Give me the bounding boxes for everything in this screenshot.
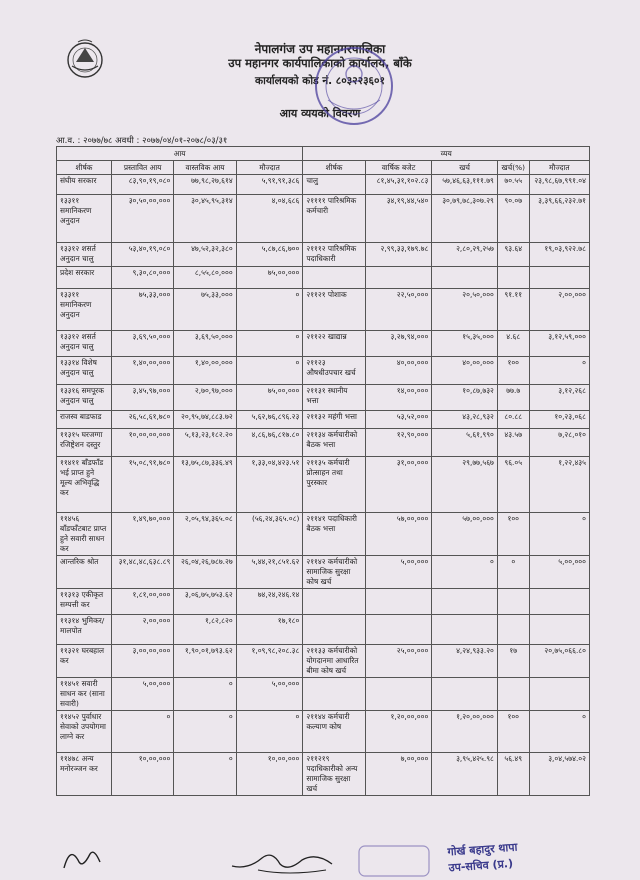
- expense-title-cell: २११४२ कर्मचारीको सामाजिक सुरक्षा कोष खर्च: [303, 556, 365, 589]
- expense-title-cell: [303, 678, 365, 711]
- income-value-cell: ५,४४,२१,८५१.६२: [236, 556, 303, 589]
- income-value-cell: ०: [174, 678, 236, 711]
- col-header: शीर्षक: [57, 161, 112, 175]
- table-row: [57, 267, 590, 289]
- income-value-cell: ७५,३३,०००: [174, 289, 236, 331]
- expense-value-cell: ३०,७९,७८,३०७.२९: [432, 195, 498, 243]
- income-value-cell: १०,००,०००: [111, 753, 173, 796]
- expense-value-cell: ०: [529, 711, 589, 753]
- income-value-cell: (५६,२४,३६५.०८): [236, 513, 303, 556]
- table-row: [57, 429, 590, 457]
- income-value-cell: २०,९५,७४,८८३.७२: [174, 411, 236, 429]
- income-value-cell: ५,००,०००: [111, 678, 173, 711]
- expense-value-cell: ८०.८८: [497, 411, 529, 429]
- expense-value-cell: ५७,४६,६३,१११.७९: [432, 175, 498, 195]
- expense-value-cell: ८१,४५,३१,१०२.८३: [365, 175, 432, 195]
- office-code: कार्यालयको कोड नं. ८०३२२३६०१: [255, 75, 385, 87]
- table-row: [57, 556, 590, 589]
- income-value-cell: ५,१३,२३,१८२.२०: [174, 429, 236, 457]
- expense-value-cell: [432, 267, 498, 289]
- expense-value-cell: २२,५०,०००: [365, 289, 432, 331]
- income-value-cell: १,३३,०४,४२३.५१: [236, 457, 303, 513]
- income-value-cell: १,४०,००,०००: [174, 357, 236, 385]
- income-title-cell: प्रदेश सरकार: [57, 267, 112, 289]
- table-row: [57, 589, 590, 615]
- expense-value-cell: [365, 589, 432, 615]
- expense-section-title: व्यय: [303, 147, 590, 161]
- expense-value-cell: ७,००,०००: [365, 753, 432, 796]
- table-row: [57, 195, 590, 243]
- expense-value-cell: २०,७५,०६६.८०: [529, 645, 589, 678]
- income-title-cell: आन्तरिक श्रोत: [57, 556, 112, 589]
- expense-title-cell: २११३१ स्थानीय भत्ता: [303, 385, 365, 411]
- expense-value-cell: ५६.४९: [497, 753, 529, 796]
- signature-left: [56, 840, 126, 880]
- signature-middle: [228, 840, 338, 880]
- income-title-cell: राजस्व बाडफाड: [57, 411, 112, 429]
- expense-value-cell: २९,७७,५६७: [432, 457, 498, 513]
- table-row: [57, 243, 590, 267]
- income-title-cell: १३३११ समानिकरण अनुदान: [57, 195, 112, 243]
- col-header: मौज्दात: [236, 161, 303, 175]
- expense-value-cell: ९३.६४: [497, 243, 529, 267]
- expense-value-cell: [432, 589, 498, 615]
- income-expense-table: [56, 146, 590, 796]
- expense-value-cell: ३,१२,२६८: [529, 385, 589, 411]
- expense-title-cell: २११३२ महंगी भत्ता: [303, 411, 365, 429]
- expense-value-cell: १२,९०,०००: [365, 429, 432, 457]
- income-value-cell: २,००,०००: [111, 615, 173, 645]
- income-title-cell: ११४५६ बाँडफाँटबाट प्राप्त हुने सवारी साधन कर: [57, 513, 112, 556]
- expense-value-cell: २,००,०००: [529, 289, 589, 331]
- expense-value-cell: ५,००,०००: [365, 556, 432, 589]
- income-title-cell: ११४७८ अन्य मनोरञ्जन कर: [57, 753, 112, 796]
- table-row: [57, 645, 590, 678]
- income-value-cell: १०,००,००,०००: [111, 429, 173, 457]
- income-value-cell: ४,८६,७६,८१७.८०: [236, 429, 303, 457]
- expense-value-cell: २,९९,३३,१७९.७८: [365, 243, 432, 267]
- expense-value-cell: १५,३५,०००: [432, 331, 498, 357]
- income-value-cell: ३,६९,५०,०००: [111, 331, 173, 357]
- col-header: खर्च(%): [497, 161, 529, 175]
- income-value-cell: ५३,४०,१९,०८०: [111, 243, 173, 267]
- expense-value-cell: १००: [497, 513, 529, 556]
- fiscal-period: आ.व. : २०७७/७८ अवधी : २०७७/०४/०१-२०७८/०३/३१: [56, 136, 228, 146]
- expense-title-cell: २११३३ कर्मचारीको योगदानमा आधारित बीमा कोष खर्च: [303, 645, 365, 678]
- office-stamp: [306, 44, 402, 128]
- expense-value-cell: ३,१२,५९,०००: [529, 331, 589, 357]
- income-value-cell: १,८१,००,०००: [111, 589, 173, 615]
- expense-title-cell: २१११२ पारिश्रमिक पदाधिकारी: [303, 243, 365, 267]
- income-value-cell: ३,६९,५०,०००: [174, 331, 236, 357]
- col-header: मौज्दात: [529, 161, 589, 175]
- expense-title-cell: चालु: [303, 175, 365, 195]
- expense-title-cell: २११४१ पदाधिकारी बैठक भत्ता: [303, 513, 365, 556]
- income-value-cell: ७५,००,०००: [236, 385, 303, 411]
- expense-value-cell: ३,०४,५७४.०२: [529, 753, 589, 796]
- income-value-cell: ५,६२,७६,८९६.२३: [236, 411, 303, 429]
- expense-value-cell: १०,२३,०६८: [529, 411, 589, 429]
- income-title-cell: १३३११ समानिकरण अनुदान: [57, 289, 112, 331]
- col-header: वार्षिक बजेट: [365, 161, 432, 175]
- expense-value-cell: ९०.०७: [497, 195, 529, 243]
- expense-value-cell: १०,८७,७३२: [432, 385, 498, 411]
- income-value-cell: १७,१८०: [236, 615, 303, 645]
- income-title-cell: ११३१५ घरजग्गा रजिष्ट्रेशन दस्तुर: [57, 429, 112, 457]
- income-value-cell: ७४,२४,२४६.१४: [236, 589, 303, 615]
- income-value-cell: ३०,४५,९५,३१४: [174, 195, 236, 243]
- income-value-cell: ०: [236, 357, 303, 385]
- column-header-row: [57, 161, 590, 175]
- income-value-cell: २६,०४,२६,७८७.२७: [174, 556, 236, 589]
- expense-title-cell: २११११ पारिश्रमिक कर्मचारी: [303, 195, 365, 243]
- signatory-block: [447, 840, 519, 877]
- expense-value-cell: ५७,००,०००: [365, 513, 432, 556]
- income-value-cell: ०: [236, 711, 303, 753]
- income-value-cell: ३,४५,९७,०००: [111, 385, 173, 411]
- expense-value-cell: [365, 615, 432, 645]
- expense-value-cell: [497, 267, 529, 289]
- income-value-cell: ५,८७,८६,७००: [236, 243, 303, 267]
- section-header-row: [57, 147, 590, 161]
- expense-value-cell: ४३.५७: [497, 429, 529, 457]
- income-value-cell: ०: [111, 711, 173, 753]
- expense-value-cell: ४३,२८,९३२: [432, 411, 498, 429]
- expense-value-cell: १९,०३,९२२.७८: [529, 243, 589, 267]
- expense-title-cell: २११३५ कर्मचारी प्रोत्साहन तथा पुरस्कार: [303, 457, 365, 513]
- office-title: उप महानगर कार्यपालिकाको कार्यालय, बाँके: [228, 56, 412, 70]
- income-section-title: आय: [57, 147, 303, 161]
- expense-value-cell: ७,२८,०१०: [529, 429, 589, 457]
- income-title-cell: १३३१२ शसर्त अनुदान चालु: [57, 331, 112, 357]
- expense-title-cell: २११२१ पोशाक: [303, 289, 365, 331]
- table-row: [57, 615, 590, 645]
- expense-value-cell: १४,००,०००: [365, 385, 432, 411]
- expense-value-cell: ०: [432, 556, 498, 589]
- expense-value-cell: [497, 678, 529, 711]
- expense-value-cell: ४,२४,९३३.२०: [432, 645, 498, 678]
- income-title-cell: ११३२१ घरबहाल कर: [57, 645, 112, 678]
- table-row: [57, 513, 590, 556]
- income-value-cell: २,०५,९४,३६५.०८: [174, 513, 236, 556]
- signatory-name: गोर्ख बहादुर थापा: [447, 840, 518, 859]
- income-value-cell: ०: [174, 753, 236, 796]
- expense-value-cell: १००: [497, 711, 529, 753]
- expense-value-cell: [529, 678, 589, 711]
- income-value-cell: ३१,४८,४८,६३८.८९: [111, 556, 173, 589]
- expense-value-cell: ३,३९,६६,२३२.७१: [529, 195, 589, 243]
- income-value-cell: ४७,५२,३२,३८०: [174, 243, 236, 267]
- expense-value-cell: ३४,१९,४४,५४०: [365, 195, 432, 243]
- table-row: [57, 711, 590, 753]
- expense-value-cell: ४०,००,०००: [365, 357, 432, 385]
- expense-value-cell: १००: [497, 357, 529, 385]
- expense-title-cell: [303, 267, 365, 289]
- expense-value-cell: १,२०,००,०००: [432, 711, 498, 753]
- table-row: [57, 385, 590, 411]
- income-title-cell: संघीय सरकार: [57, 175, 112, 195]
- expense-value-cell: ३,९५,४२५.९८: [432, 753, 498, 796]
- expense-value-cell: ३,२७,९४,०००: [365, 331, 432, 357]
- income-value-cell: ०: [236, 331, 303, 357]
- income-value-cell: ३०,५०,००,०००: [111, 195, 173, 243]
- table-row: [57, 411, 590, 429]
- expense-title-cell: २११२१९ पदाधिकारीको अन्य सामाजिक सुरक्षा खर्च: [303, 753, 365, 796]
- signatory-title: उप-सचिव (प्र.): [448, 856, 514, 875]
- expense-value-cell: ५३,५२,०००: [365, 411, 432, 429]
- expense-value-cell: [365, 678, 432, 711]
- income-title-cell: ११४५१ सवारी साधन कर (साना सवारी): [57, 678, 112, 711]
- table-row: [57, 457, 590, 513]
- expense-value-cell: ९१.११: [497, 289, 529, 331]
- expense-value-cell: ३१,००,०००: [365, 457, 432, 513]
- table-row: [57, 753, 590, 796]
- col-header: खर्च: [432, 161, 498, 175]
- income-value-cell: १,४९,७०,०००: [111, 513, 173, 556]
- expense-value-cell: [529, 589, 589, 615]
- income-title-cell: १३३१४ विशेष अनुदान चालु: [57, 357, 112, 385]
- expense-title-cell: [303, 589, 365, 615]
- expense-title-cell: २११३४ कर्मचारीको बैठक भत्ता: [303, 429, 365, 457]
- expense-value-cell: १७: [497, 645, 529, 678]
- income-value-cell: ८३,९०,१९,०८०: [111, 175, 173, 195]
- income-value-cell: ७७,९८,२७,६१४: [174, 175, 236, 195]
- income-value-cell: २६,५८,६१,७८०: [111, 411, 173, 429]
- col-header: वास्तविक आय: [174, 161, 236, 175]
- income-value-cell: ४,०४,६८६: [236, 195, 303, 243]
- income-value-cell: ३,००,००,०००: [111, 645, 173, 678]
- expense-value-cell: १,२०,००,०००: [365, 711, 432, 753]
- expense-value-cell: ५,६१,९९०: [432, 429, 498, 457]
- income-value-cell: १०,००,०००: [236, 753, 303, 796]
- income-title-cell: ११४११ बाँडफाँड भई प्राप्त हुने मूल्य अभिवृद्धि कर: [57, 457, 112, 513]
- expense-value-cell: २३,९८,६७,९९१.०४: [529, 175, 589, 195]
- income-value-cell: २,७०,९७,०००: [174, 385, 236, 411]
- expense-value-cell: [432, 678, 498, 711]
- expense-value-cell: २,८०,२९,२५७: [432, 243, 498, 267]
- income-title-cell: १३३१६ समपूरक अनुदान चालु: [57, 385, 112, 411]
- stamp-bottom: [355, 840, 435, 880]
- expense-value-cell: ७०.५५: [497, 175, 529, 195]
- income-title-cell: १३३१२ शसर्त अनुदान चालु: [57, 243, 112, 267]
- expense-value-cell: ९६.०५: [497, 457, 529, 513]
- expense-value-cell: [529, 267, 589, 289]
- income-value-cell: १,०९,९८,२०८.३८: [236, 645, 303, 678]
- income-value-cell: १५,०८,९१,७८०: [111, 457, 173, 513]
- income-value-cell: ५,९१,९१,३८६: [236, 175, 303, 195]
- col-header: शीर्षक: [303, 161, 365, 175]
- table-row: [57, 357, 590, 385]
- table-row: [57, 175, 590, 195]
- income-value-cell: ३,०६,७५,७५३.६२: [174, 589, 236, 615]
- income-title-cell: ११३१३ एकीकृत सम्पत्ती कर: [57, 589, 112, 615]
- income-value-cell: ९,३०,८०,०००: [111, 267, 173, 289]
- expense-value-cell: [529, 615, 589, 645]
- table-row: [57, 331, 590, 357]
- expense-value-cell: ५७,००,०००: [432, 513, 498, 556]
- income-value-cell: ७५,००,०००: [236, 267, 303, 289]
- expense-value-cell: २०,५०,०००: [432, 289, 498, 331]
- expense-value-cell: [432, 615, 498, 645]
- income-value-cell: १,४०,००,०००: [111, 357, 173, 385]
- expense-value-cell: २५,००,०००: [365, 645, 432, 678]
- municipality-title: नेपालगंज उप महानगरपालिका: [254, 42, 386, 56]
- income-value-cell: १,८२,८२०: [174, 615, 236, 645]
- expense-value-cell: ०: [529, 513, 589, 556]
- table-row: [57, 289, 590, 331]
- expense-value-cell: ०: [497, 556, 529, 589]
- income-value-cell: १३,७५,८७,३३६.४९: [174, 457, 236, 513]
- expense-value-cell: १,२२,४३५: [529, 457, 589, 513]
- expense-title-cell: २११२२ खाद्यान्न: [303, 331, 365, 357]
- table-row: [57, 678, 590, 711]
- expense-value-cell: ५,००,०००: [529, 556, 589, 589]
- income-value-cell: ७५,३३,०००: [111, 289, 173, 331]
- col-header: प्रस्तावित आय: [111, 161, 173, 175]
- expense-value-cell: ४.६८: [497, 331, 529, 357]
- expense-value-cell: ४०,००,०००: [432, 357, 498, 385]
- income-title-cell: ११३१४ भुमिकर/मालपोत: [57, 615, 112, 645]
- income-value-cell: ०: [236, 289, 303, 331]
- income-value-cell: ०: [174, 711, 236, 753]
- expense-title-cell: २११४४ कर्मचारी कल्याण कोष: [303, 711, 365, 753]
- expense-value-cell: [497, 615, 529, 645]
- expense-title-cell: २११२३ औषधीउपचार खर्च: [303, 357, 365, 385]
- expense-value-cell: ०: [529, 357, 589, 385]
- income-value-cell: ५,००,०००: [236, 678, 303, 711]
- income-title-cell: ११४५२ पुर्वाधार सेवाको उपयोगमा लाग्ने कर: [57, 711, 112, 753]
- report-title: आय व्ययको विवरण: [279, 107, 361, 120]
- expense-value-cell: [497, 589, 529, 615]
- expense-value-cell: [365, 267, 432, 289]
- expense-title-cell: [303, 615, 365, 645]
- income-value-cell: १,९०,०१,७९३.६२: [174, 645, 236, 678]
- income-value-cell: ८,५५,८०,०००: [174, 267, 236, 289]
- expense-value-cell: ७७.७: [497, 385, 529, 411]
